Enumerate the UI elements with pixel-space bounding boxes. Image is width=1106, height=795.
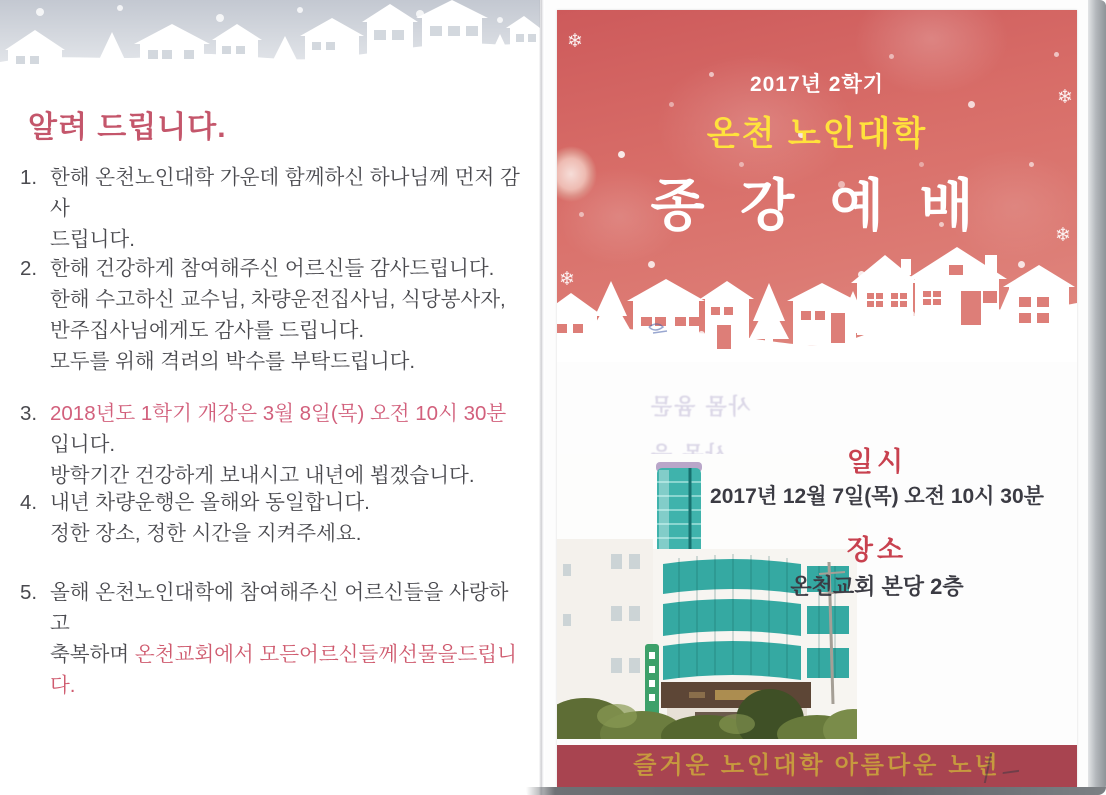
red-header-background [557, 10, 1077, 366]
snowflake-icon: ❄ [559, 269, 575, 290]
list-item-5 [20, 577, 525, 701]
snow-dots [557, 10, 562, 15]
snowflake-icon: ❄ [1055, 225, 1071, 246]
list-item-3 [20, 398, 525, 491]
list-item-number: 1. [20, 166, 38, 189]
white-body-area [557, 362, 1077, 745]
datetime-value: 2017년 12월 7일(목) 오전 10시 30분 [710, 485, 1044, 508]
footer-slogan: 즐거운 노인대학 아름다운 노년 [633, 753, 1001, 779]
semester-label: 2017년 2학기 [749, 73, 885, 96]
highlighted-text: 온천교회에서 모든어르신들께선물을드립니다. [50, 643, 517, 697]
village-silhouette-faint [0, 0, 540, 96]
left-page [0, 0, 540, 795]
list-item-line: 반주집사님에게도 감사를 드립니다. [50, 319, 365, 342]
list-item-line: 한해 온천노인대학 가운데 함께하신 하나님께 먼저 감사 [50, 166, 520, 220]
list-item-4 [20, 487, 525, 549]
right-page [545, 0, 1090, 795]
highlighted-text: 2018년도 1학기 개강은 3월 8일(목) 오전 10시 30분 [50, 402, 507, 425]
list-item-number: 2. [20, 257, 38, 280]
list-item-line: 방학기간 건강하게 보내시고 내년에 뵙겠습니다. [50, 464, 475, 487]
list-item-number: 3. [20, 402, 38, 425]
snowflake-icon: ❄ [567, 31, 583, 52]
page-title: 알려 드립니다. [28, 111, 227, 144]
page-fold [539, 0, 544, 795]
event-title: 종 강 예 배 [650, 174, 984, 237]
list-item-line: 모두를 위해 격려의 박수를 부탁드립니다. [50, 350, 416, 373]
pen-marks [984, 753, 1030, 783]
list-item-line: 드립니다. [50, 228, 135, 251]
place-label: 장소 [846, 535, 908, 565]
event-flyer-card [557, 10, 1077, 787]
list-item-number: 5. [20, 581, 38, 604]
snowflake-icon: ❄ [1057, 87, 1073, 108]
list-item-2 [20, 253, 525, 377]
list-item-line: 올해 온천노인대학에 참여해주신 어르신들을 사랑하고 [50, 581, 509, 635]
list-item-line-start: 축복하며 [50, 643, 135, 666]
scanner-edge-bottom [526, 787, 1106, 795]
village-silhouette [557, 221, 1077, 366]
list-item-line: 내년 차량운행은 올해와 동일합니다. [50, 491, 370, 514]
list-item-line: 정한 장소, 정한 시간을 지켜주세요. [50, 522, 362, 545]
bleedthrough-text: 사몸 윰문 [649, 394, 751, 419]
datetime-label: 일시 [846, 447, 908, 477]
list-item-line: 한해 건강하게 참여해주신 어르신들 감사드립니다. [50, 257, 495, 280]
school-name: 온천 노인대학 [706, 115, 928, 153]
list-item-line [50, 398, 525, 460]
list-item-line-end: 입니다. [50, 433, 116, 456]
scanner-edge-right [1088, 0, 1106, 795]
list-item-1 [20, 162, 525, 255]
place-value: 온천교회 본당 2층 [790, 574, 964, 599]
list-item-number: 4. [20, 491, 38, 514]
list-item-line [50, 639, 525, 701]
list-item-line: 한해 수고하신 교수님, 차량운전집사님, 식당봉사자, [50, 288, 506, 311]
